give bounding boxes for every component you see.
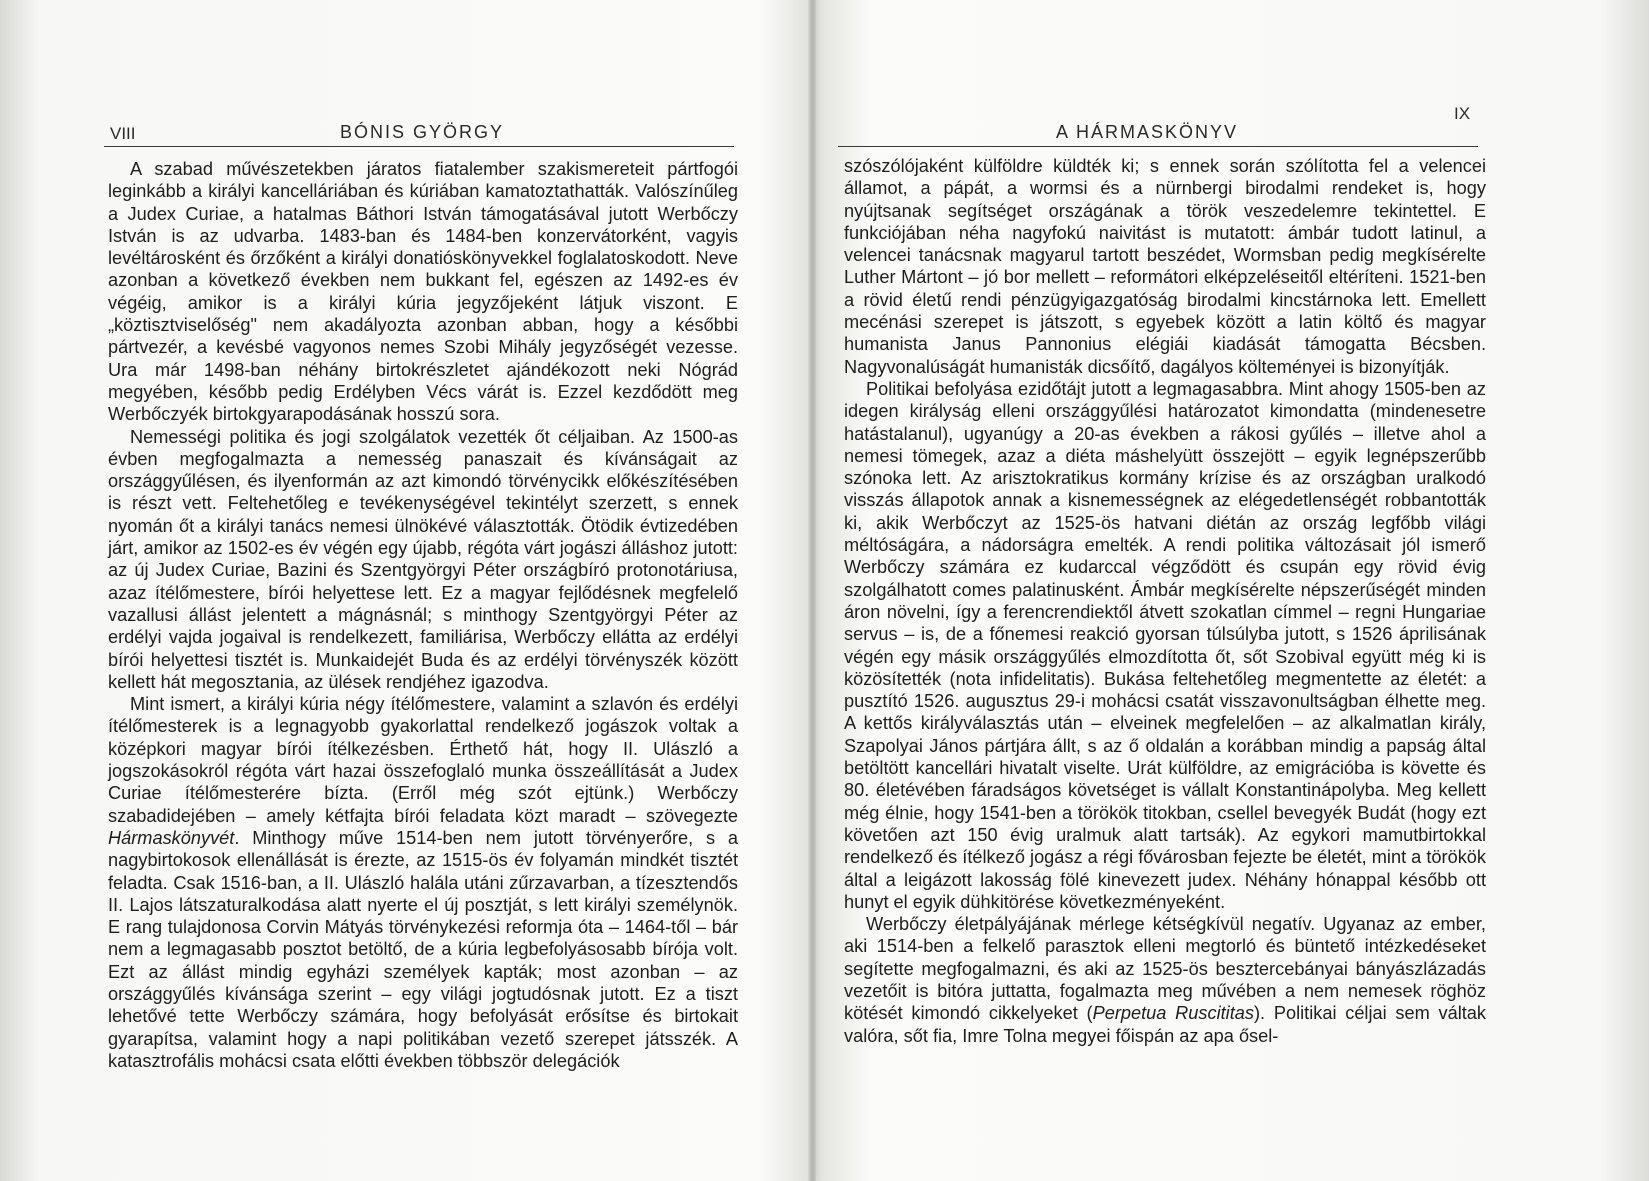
header-rule (104, 146, 734, 147)
page-number: VIII (110, 124, 136, 143)
running-head: BÓNIS GYÖRGY (340, 122, 505, 142)
paragraph-text: ). Politikai céljai sem váltak valóra, sőt fia, Imre Tolna megyei főispán az apa ősel- (844, 1003, 1487, 1046)
page-body (108, 158, 738, 1072)
running-head: A HÁRMASKÖNYV (1056, 122, 1239, 142)
paragraph (844, 913, 1486, 1047)
paragraph (108, 693, 738, 1072)
right-page (816, 0, 1649, 1181)
page-number: IX (1454, 104, 1471, 123)
paragraph-text: . Minthogy műve 1514-ben nem jutott törvényerőre, s a nagybirtokosok ellenállását is érezte, az 1515-ös év folyamán mindkét tisztét feladta. Csak 1516-ban, a II. Ulászló halála utáni zűrzavarban, a tízesztendős II. Lajos látszaturalkodása alatt nyerte el új posztját, s lett királyi személynök. E rang tulajdonosa Corvin Mátyás törvénykezési reformja óta – 1464-től – bár nem a legmagasabb posztot betöltő, de a kúria legbefolyásosabb bírója volt. Ezt az állást mindig egyházi személyek kapták; most azonban – az országgyűlés kívánsága szerint – egy világi jogtudósnak jutott. Ez a tiszt lehetővé tette Werbőczy számára, hogy befolyását erősítse és birtokait gyarapítsa, valamint hogy a napi politikában vezető szerepet játsszék. A katasztrofális mohácsi csata előtti években többször delegációk (108, 827, 738, 1071)
italic-term: Perpetua Ruscititas (1092, 1003, 1254, 1024)
paragraph: Politikai befolyása ezidőtájt jutott a legmagasabbra. Mint ahogy 1505-ben az idegen királyság elleni országgyűlési határozatot kimondatta (mindenesetre hatástalanul), ugyanúgy a 20-as években a rákosi gyűlés – illetve ahol a nemesi tömegek, azaz a diéta máshelyütt összejött – egyik legnépszerűbb szónoka lett. Az arisztokratikus kormány krízise és az országban uralkodó visszás állapotok annak a kisnemességnek az elégedetlenségét robbantották ki, akik Werbőczyt az 1525-ös hatvani diétán az ország legfőbb világi méltóságára, a nádorságra emelték. A rendi politika változásait jól ismerő Werbőczy számára ez kudarccal végződött és csupán egy rövid évig szolgálhatott comes palatinusként. Ámbár megkísérelte népszerűségét minden áron növelni, így a ferencrendiektől átvett szokatlan címmel – regni Hungariae servus – is, de a főnemesi reakció gyorsan túlsúlyba jutott, s 1526 áprilisának végén egy másik országgyűlés elmozdította őt, sőt Szobival együtt még ki is közösítették (nota infidelitatis). Bukása feltehetőleg megmentette az életét: a pusztító 1526. augusztus 29-i mohácsi csatát visszavonultságban élhette meg. A kettős királyválasztás után – elveinek megfelelően – az alkalmatlan király, Szapolyai János pártjára állt, s az ő oldalán a korábban mindig a papság által betöltött kancellári hivatalt viselte. Urát külföldre, az emigrációba is követte és 80. életévében fáradságos követséget is vállalt Konstantinápolyba. Meg kellett még élnie, hogy 1541-ben a törökök titokban, csellel bevegyék Budát (hogy ezt követően azt 150 évig uralmuk alatt tartsák). Az egykori mamutbirtokkal rendelkező és ítélkező jogász a régi fővárosban fejezte be életét, mint a törökök által a leigázott lakosság fölé kinevezett judex. Néhány hónappal később ott hunyt el egyik dühkitörése következményeként. (844, 378, 1486, 912)
paragraph-text: Mint ismert, a királyi kúria négy ítélőmestere, valamint a szlavón és erdélyi ítélőmesterek is a legnagyobb gyakorlattal rendelkező jogászok voltak a középkori magyar bírói ítélkezésben. Érthető hát, hogy II. Ulászló a jogszokásokról régóta várt hazai összefoglaló munka összeállítását a Judex Curiae ítélőmesterére bízta. (Erről még szót ejtünk.) Werbőczy szabadidejében – amely kétfajta bírói feladata közt maradt – szövegezte (108, 694, 738, 826)
page-body (844, 155, 1486, 1047)
paragraph: A szabad művészetekben járatos fiatalember szakismereteit pártfogói leginkább a királyi kancelláriában és kúriában kamatoztathatták. Valószínűleg a Judex Curiae, a hatalmas Báthori István támogatásával jutott Werbőczy István is az udvarba. 1483-ban és 1484-ben konzervátorként, vagyis levéltárosként és őrzőként a királyi donatióskönyvekkel foglalatoskodott. Neve azonban a következő években nem bukkant fel, egészen az 1492-es év végéig, amikor is a királyi kúria jegyzőjeként látjuk viszont. E „köztisztviselőség" nem akadályozta azonban abban, hogy a későbbi pártvezér, a kevésbé vagyonos nemes Szobi Mihály jegyzőségét vezesse. Ura már 1498-ban néhány birtokrészletet ajándékozott neki Nógrád megyében, később pedig Erdélyben Vécs várát is. Ezzel kezdődött meg Werbőczyék birtokgyarapodásának hosszú sora. (108, 159, 738, 425)
paragraph: szószólójaként külföldre küldték ki; s ennek során szólította fel a velencei államot, a pápát, a wormsi és a nürnbergi birodalmi rendeket is, hogy nyújtsanak segítséget országának a török veszedelemre tekintettel. E funkciójában néha nagyfokú naivitást is mutatott: ámbár tudott latinul, a velencei tanácsnak magyarul tartott beszédet, Wormsban pedig megkísérelte Luther Mártont – jó bor mellett – reformátori elképzeléseitől eltéríteni. 1521-ben a rövid életű rendi pénzügyigazgatóság birodalmi kincstárnoka lett. Emellett mecénási szerepet is játszott, s egyebek között a latin költő és magyar humanista Janus Pannonius elégiái kiadását támogatta Bécsben. Nagyvonalúságát humanisták dicsőítő, dagályos költeményei is bizonyítják. (844, 156, 1486, 377)
italic-title: Hármaskönyvét (108, 827, 235, 848)
left-page (0, 0, 808, 1181)
paragraph-text: Werbőczy életpályájának mérlege kétségkívül negatív. Ugyanaz az ember, aki 1514-ben a felkelő parasztok elleni megtorló és büntető intézkedéseket segítette megfogalmazni, és aki az 1525-ös besztercebányai bányászlázadás vezetőit is bitóra juttatta, fogalmazta meg művében a nem nemesek röghöz kötését kimondó cikkelyeket ( (844, 914, 1486, 1024)
paragraph: Nemességi politika és jogi szolgálatok vezették őt céljaiban. Az 1500-as évben megfogalmazta a nemesség panaszait és kívánságait az országgyűlésen, és ilyenformán az azt kimondó törvénycikk előkészítésében is részt vett. Feltehetőleg e tevékenységével tekintélyt szerzett, s ennek nyomán őt a királyi tanács nemesi ülnökévé választották. Ötödik évtizedében járt, amikor az 1502-es év végén egy újabb, régóta várt jogászi álláshoz jutott: az új Judex Curiae, Bazini és Szentgyörgyi Péter országbíró protonotáriusa, azaz ítélőmestere, bírói helyettese lett. Ez a magyar fejlődésnek megfelelő vazallusi állást jelentett a mágnásnál; s minthogy Szentgyörgyi Péter az erdélyi vajda jogaival is rendelkezett, familiárisa, Werbőczy ellátta az erdélyi bírói helyettesi tisztét is. Munkaidejét Buda és az erdélyi törvényszék között kellett hát megosztania, az ülések rendjéhez igazodva. (108, 426, 738, 692)
header-rule (838, 146, 1478, 147)
book-gutter (808, 0, 816, 1181)
